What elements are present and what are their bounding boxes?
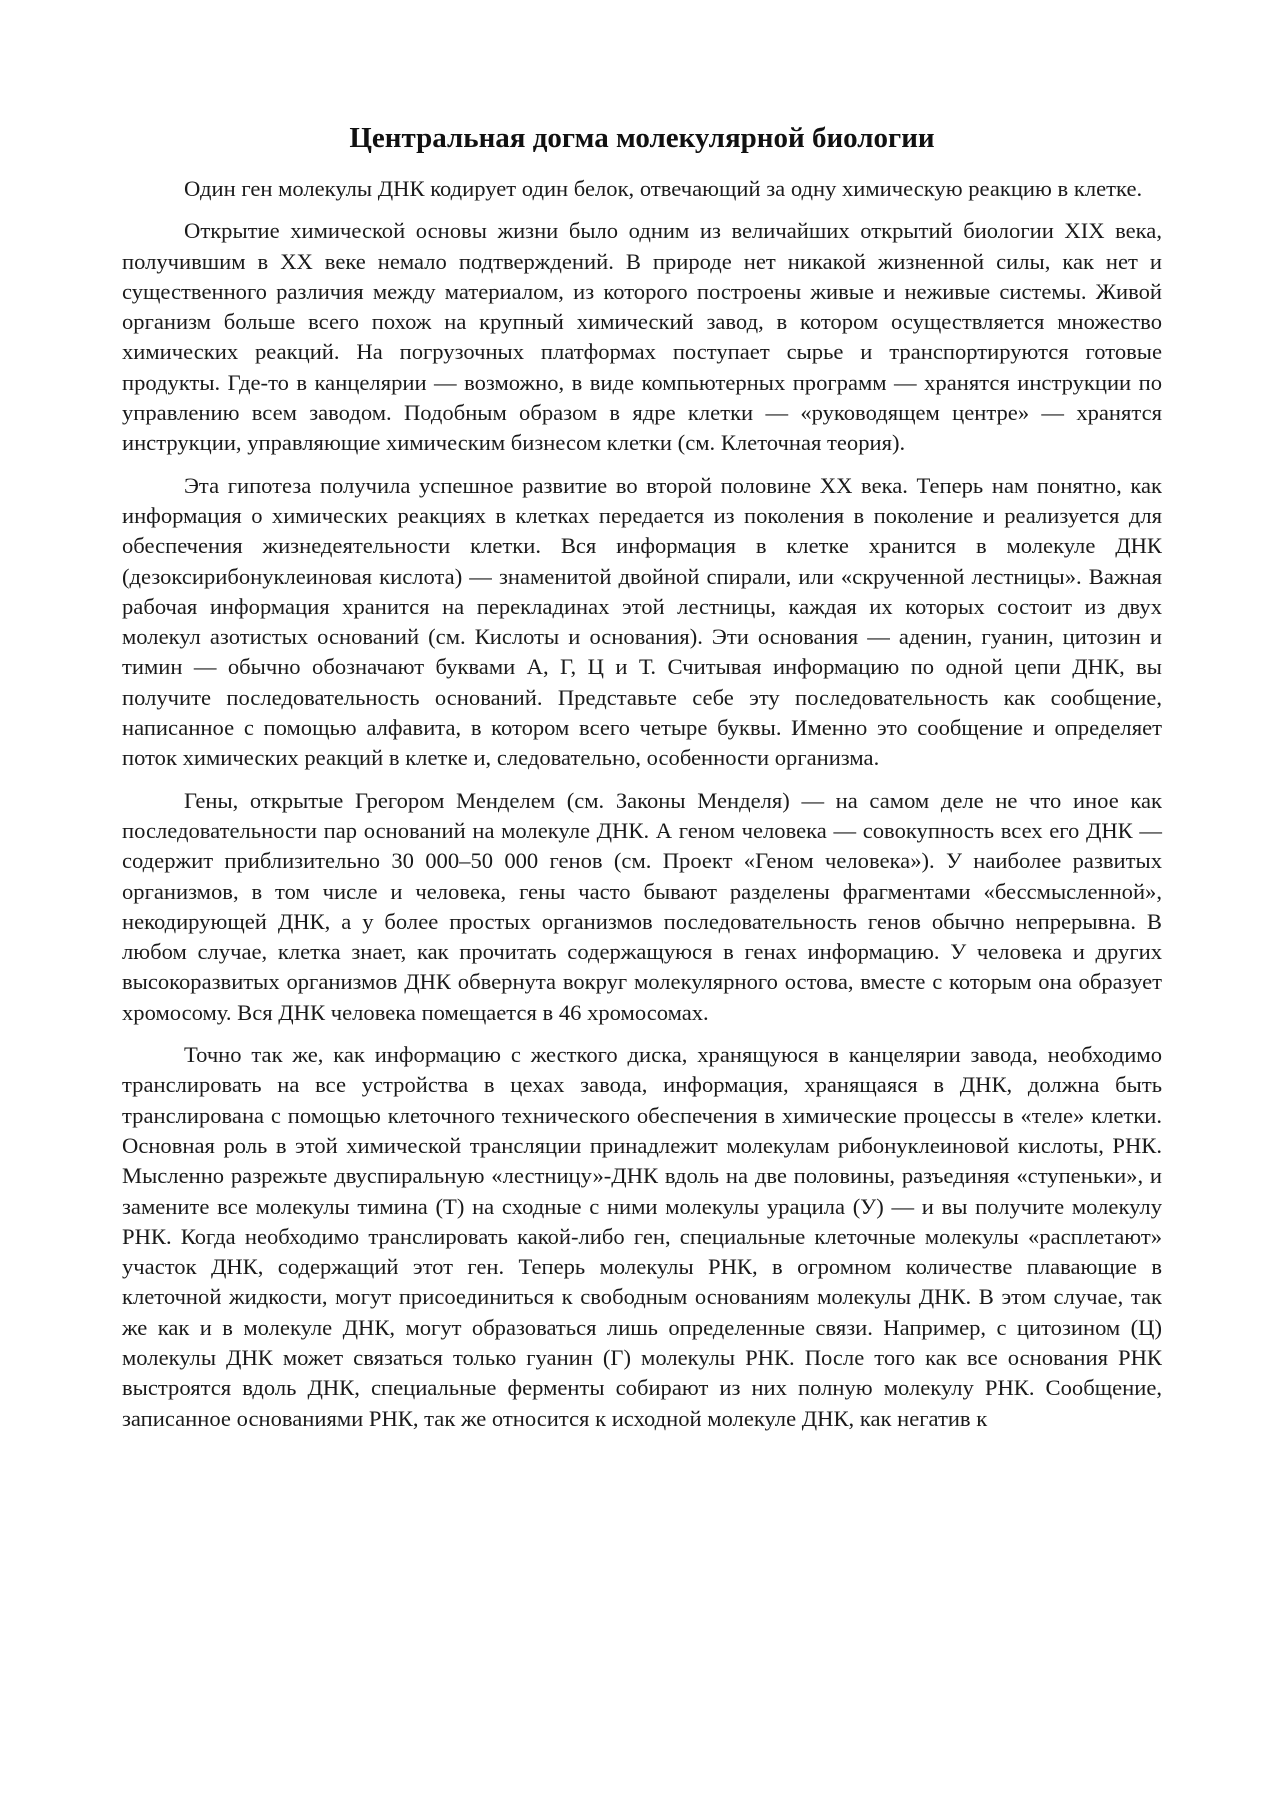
paragraph-1: Один ген молекулы ДНК кодирует один белок, отвечающий за одну химическую реакцию в клетке.: [184, 176, 1143, 201]
paragraph-5: Точно так же, как информацию с жесткого диска, хранящуюся в канцелярии завода, необходимо транслировать на все устройства в цехах завода, информация, хранящаяся в ДНК, должна быть транслирована с помощью клеточного технического обеспечения в химические процессы в «теле» клетки. Основная роль в этой химической трансляции принадлежит молекулам рибонуклеиновой кислоты, РНК. Мысленно разрежьте двуспиральную «лестницу»-ДНК вдоль на две половины, разъединяя «ступеньки», и замените все молекулы тимина (Т) на сходные с ними молекулы урацила (У) — и вы получите молекулу РНК. Когда необходимо транслировать какой-либо ген, специальные клеточные молекулы «расплетают» участок ДНК, содержащий этот ген. Теперь молекулы РНК, в огромном количестве плавающие в клеточной жидкости, могут присоединиться к свободным основаниям молекулы ДНК. В этом случае, так же как и в молекуле ДНК, могут образоваться лишь определенные связи. Например, с цитозином (Ц) молекулы ДНК может связаться только гуанин (Г) молекулы РНК. После того как все основания РНК выстроятся вдоль ДНК, специальные ферменты собирают из них полную молекулу РНК. Сообщение, записанное основаниями РНК, так же относится к исходной молекуле ДНК, как негатив к: [122, 1042, 1162, 1431]
document-title: Центральная догма молекулярной биологии: [349, 122, 935, 154]
paragraph-4: Гены, открытые Грегором Менделем (см. Законы Менделя) — на самом деле не что иное как последовательности пар оснований на молекуле ДНК. А геном человека — совокупность всех его ДНК — содержит приблизительно 30 000–50 000 генов (см. Проект «Геном человека»). У наиболее развитых организмов, в том числе и человека, гены часто бывают разделены фрагментами «бессмысленной», некодирующей ДНК, а у более простых организмов последовательность генов обычно непрерывна. В любом случае, клетка знает, как прочитать содержащуюся в генах информацию. У человека и других высокоразвитых организмов ДНК обвернута вокруг молекулярного остова, вместе с которым она образует хромосому. Вся ДНК человека помещается в 46 хромосомах.: [122, 787, 1162, 1025]
paragraph-3: Эта гипотеза получила успешное развитие во второй половине XX века. Теперь нам понятно, как информация о химических реакциях в клетках передается из поколения в поколение и реализуется для обеспечения жизнедеятельности клетки. Вся информация в клетке хранится в молекуле ДНК (дезоксирибонуклеиновая кислота) — знаменитой двойной спирали, или «скрученной лестницы». Важная рабочая информация хранится на перекладинах этой лестницы, каждая их которых состоит из двух молекул азотистых оснований (см. Кислоты и основания). Эти основания — аденин, гуанин, цитозин и тимин — обычно обозначают буквами А, Г, Ц и Т. Считывая информацию по одной цепи ДНК, вы получите последовательность оснований. Представьте себе эту последовательность как сообщение, написанное с помощью алфавита, в котором всего четыре буквы. Именно это сообщение и определяет поток химических реакций в клетке и, следовательно, особенности организма.: [122, 472, 1162, 771]
document-page: [122, 120, 1162, 1446]
paragraph-2: Открытие химической основы жизни было одним из величайших открытий биологии XIX века, получившим в XX веке немало подтверждений. В природе нет никакой жизненной силы, как нет и существенного различия между материалом, из которого построены живые и неживые системы. Живой организм больше всего похож на крупный химический завод, в котором осуществляется множество химических реакций. На погрузочных платформах поступает сырье и транспортируются готовые продукты. Где-то в канцелярии — возможно, в виде компьютерных программ — хранятся инструкции по управлению всем заводом. Подобным образом в ядре клетки — «руководящем центре» — хранятся инструкции, управляющие химическим бизнесом клетки (см. Клеточная теория).: [122, 218, 1162, 456]
